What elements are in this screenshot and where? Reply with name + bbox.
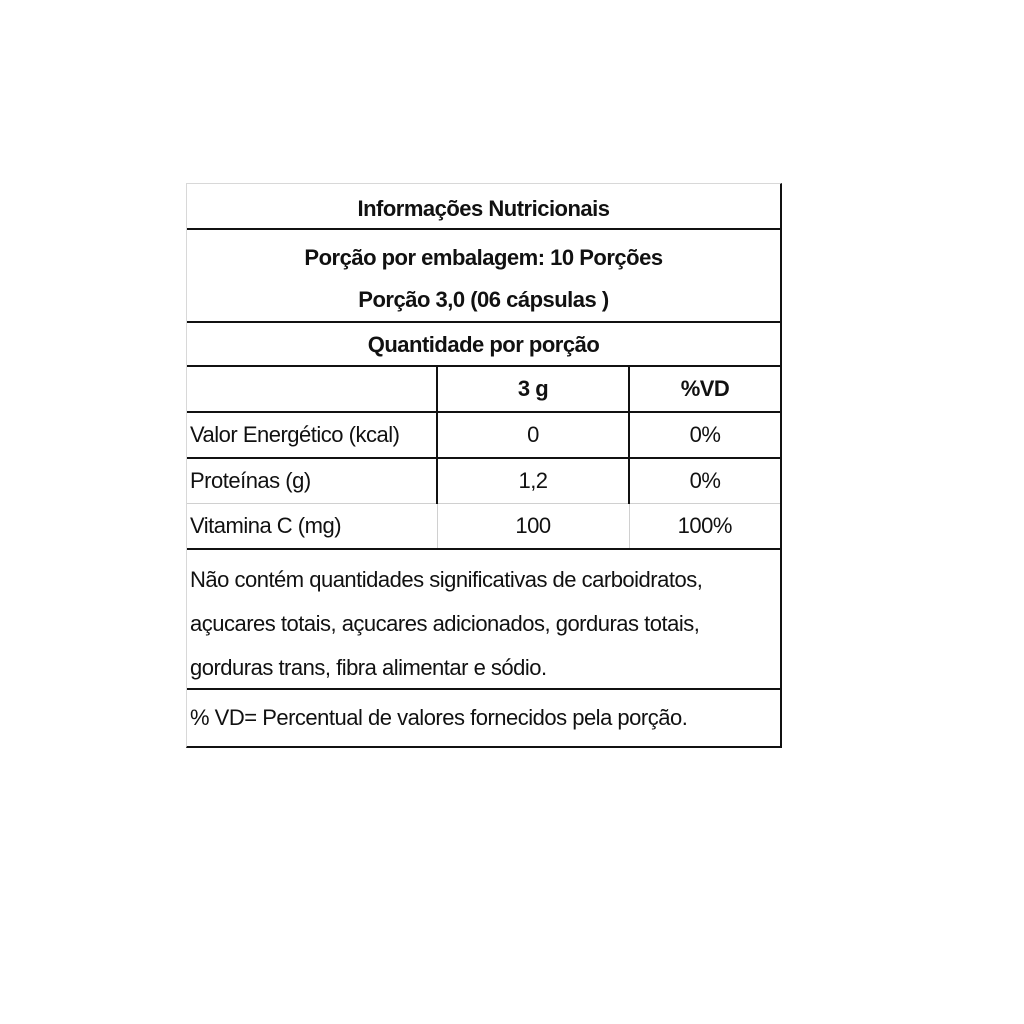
serving-size: Porção 3,0 (06 cápsulas ) — [358, 287, 609, 312]
not-significant-note: Não contém quantidades significativas de carboidratos, açucares totais, açucares adicionados, gorduras totais, gorduras trans, fibra alimentar e sódio. — [187, 548, 780, 690]
table-header-row — [187, 367, 780, 412]
nutrient-name: Vitamina C (mg) — [187, 504, 437, 549]
serving-info — [187, 230, 780, 323]
nutrient-name: Proteínas (g) — [187, 458, 437, 504]
header-nutrient — [187, 367, 437, 412]
nutrient-dv: 0% — [629, 412, 780, 458]
nutrient-amount: 0 — [437, 412, 629, 458]
header-amount: 3 g — [437, 367, 629, 412]
nutrient-name: Valor Energético (kcal) — [187, 412, 437, 458]
table-title: Informações Nutricionais — [187, 184, 780, 230]
table-row — [187, 412, 780, 458]
table-row — [187, 458, 780, 504]
header-dv: %VD — [629, 367, 780, 412]
nutrition-facts-table — [186, 183, 782, 748]
nutrient-amount: 1,2 — [437, 458, 629, 504]
nutrient-dv: 0% — [629, 458, 780, 504]
table-row — [187, 504, 780, 549]
nutrient-amount: 100 — [437, 504, 629, 549]
daily-value-footnote: % VD= Percentual de valores fornecidos pela porção. — [190, 705, 688, 730]
amount-per-serving-heading: Quantidade por porção — [187, 323, 780, 367]
servings-per-package: Porção por embalagem: 10 Porções — [304, 245, 663, 270]
nutrient-grid — [187, 367, 780, 548]
nutrient-dv: 100% — [677, 513, 732, 538]
